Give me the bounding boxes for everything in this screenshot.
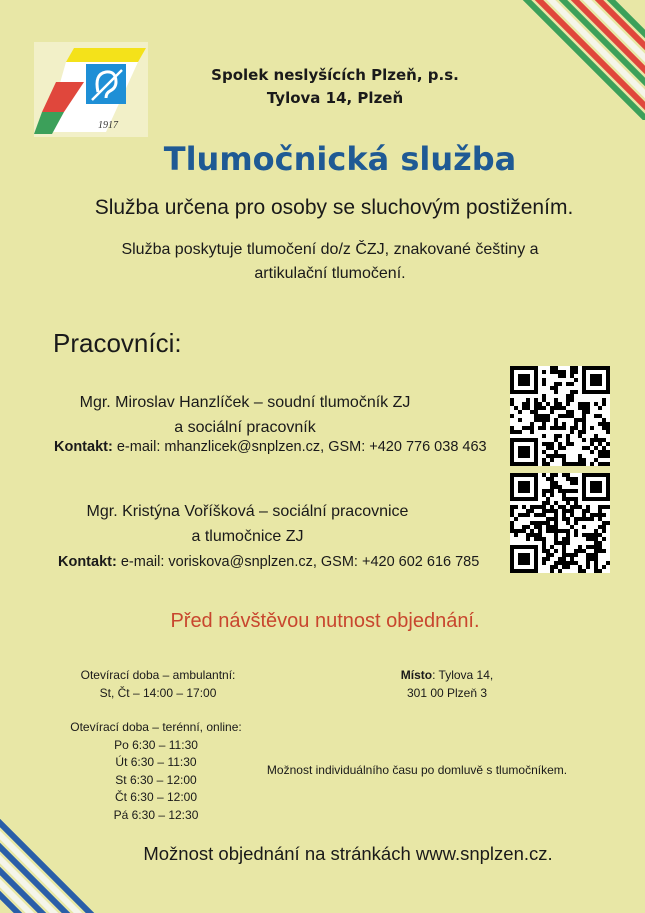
page-subtitle: Služba určena pro osoby se sluchovým postižením. xyxy=(94,196,574,219)
worker-1-contact xyxy=(54,439,487,455)
service-description xyxy=(0,238,645,286)
contact-label: Kontakt: xyxy=(58,554,117,570)
worker-1-title: Mgr. Miroslav Hanzlíček – soudní tlumočník ZJ xyxy=(79,394,411,411)
worker-1-contact-text[interactable]: e-mail: mhanzlicek@snplzen.cz, GSM: +420 776 038 463 xyxy=(112,439,487,455)
worker-1-name xyxy=(60,390,430,440)
individual-time-note: Možnost individuálního času po domluvě s tlumočníkem. xyxy=(266,763,568,777)
online-booking-note[interactable]: Možnost objednání na stránkách www.snplzen.cz. xyxy=(143,843,553,864)
worker-2-name xyxy=(60,499,435,549)
place-label: Místo xyxy=(400,668,433,682)
appointment-note: Před návštěvou nutnost objednání. xyxy=(170,610,480,632)
organization-logo xyxy=(34,42,148,137)
page-title: Tlumočnická služba xyxy=(163,140,517,178)
hours-day: St 6:30 – 12:00 xyxy=(115,772,197,787)
place-info xyxy=(362,667,532,702)
hours-ambulant xyxy=(52,667,264,702)
workers-heading: Pracovníci: xyxy=(53,328,182,358)
logo-year: 1917 xyxy=(98,120,118,131)
description-line-1: Služba poskytuje tlumočení do/z ČZJ, znakované češtiny a xyxy=(121,241,539,258)
organization-header xyxy=(150,64,520,110)
place-line-1: : Tylova 14, xyxy=(432,668,494,682)
worker-2-role: a tlumočnice ZJ xyxy=(191,528,304,545)
worker-1-role: a sociální pracovník xyxy=(174,419,316,436)
hours-field-heading: Otevírací doba – terénní, online: xyxy=(70,720,242,734)
worker-1-qr-code[interactable] xyxy=(510,366,610,466)
hours-field xyxy=(48,719,264,824)
contact-label: Kontakt: xyxy=(54,439,113,455)
organization-name: Spolek neslyšících Plzeň, p.s. xyxy=(211,66,459,84)
place-line-2: 301 00 Plzeň 3 xyxy=(406,685,488,700)
organization-address: Tylova 14, Plzeň xyxy=(266,89,404,107)
hours-ambulant-line: St, Čt – 14:00 – 17:00 xyxy=(99,685,217,700)
hours-day: Pá 6:30 – 12:30 xyxy=(113,807,199,822)
description-line-2: artikulační tlumočení. xyxy=(254,265,406,282)
hours-ambulant-heading: Otevírací doba – ambulantní: xyxy=(80,668,236,682)
hours-day: Po 6:30 – 11:30 xyxy=(114,737,198,752)
worker-2-contact xyxy=(58,554,479,570)
hours-day: Čt 6:30 – 12:00 xyxy=(114,790,198,804)
worker-2-contact-text[interactable]: e-mail: voriskova@snplzen.cz, GSM: +420 602 616 785 xyxy=(116,554,480,570)
worker-2-qr-code[interactable] xyxy=(510,473,610,573)
hours-day: Út 6:30 – 11:30 xyxy=(115,755,197,769)
worker-2-title: Mgr. Kristýna Voříšková – sociální pracovnice xyxy=(86,503,409,520)
decorative-stripes-top-right xyxy=(505,0,645,120)
